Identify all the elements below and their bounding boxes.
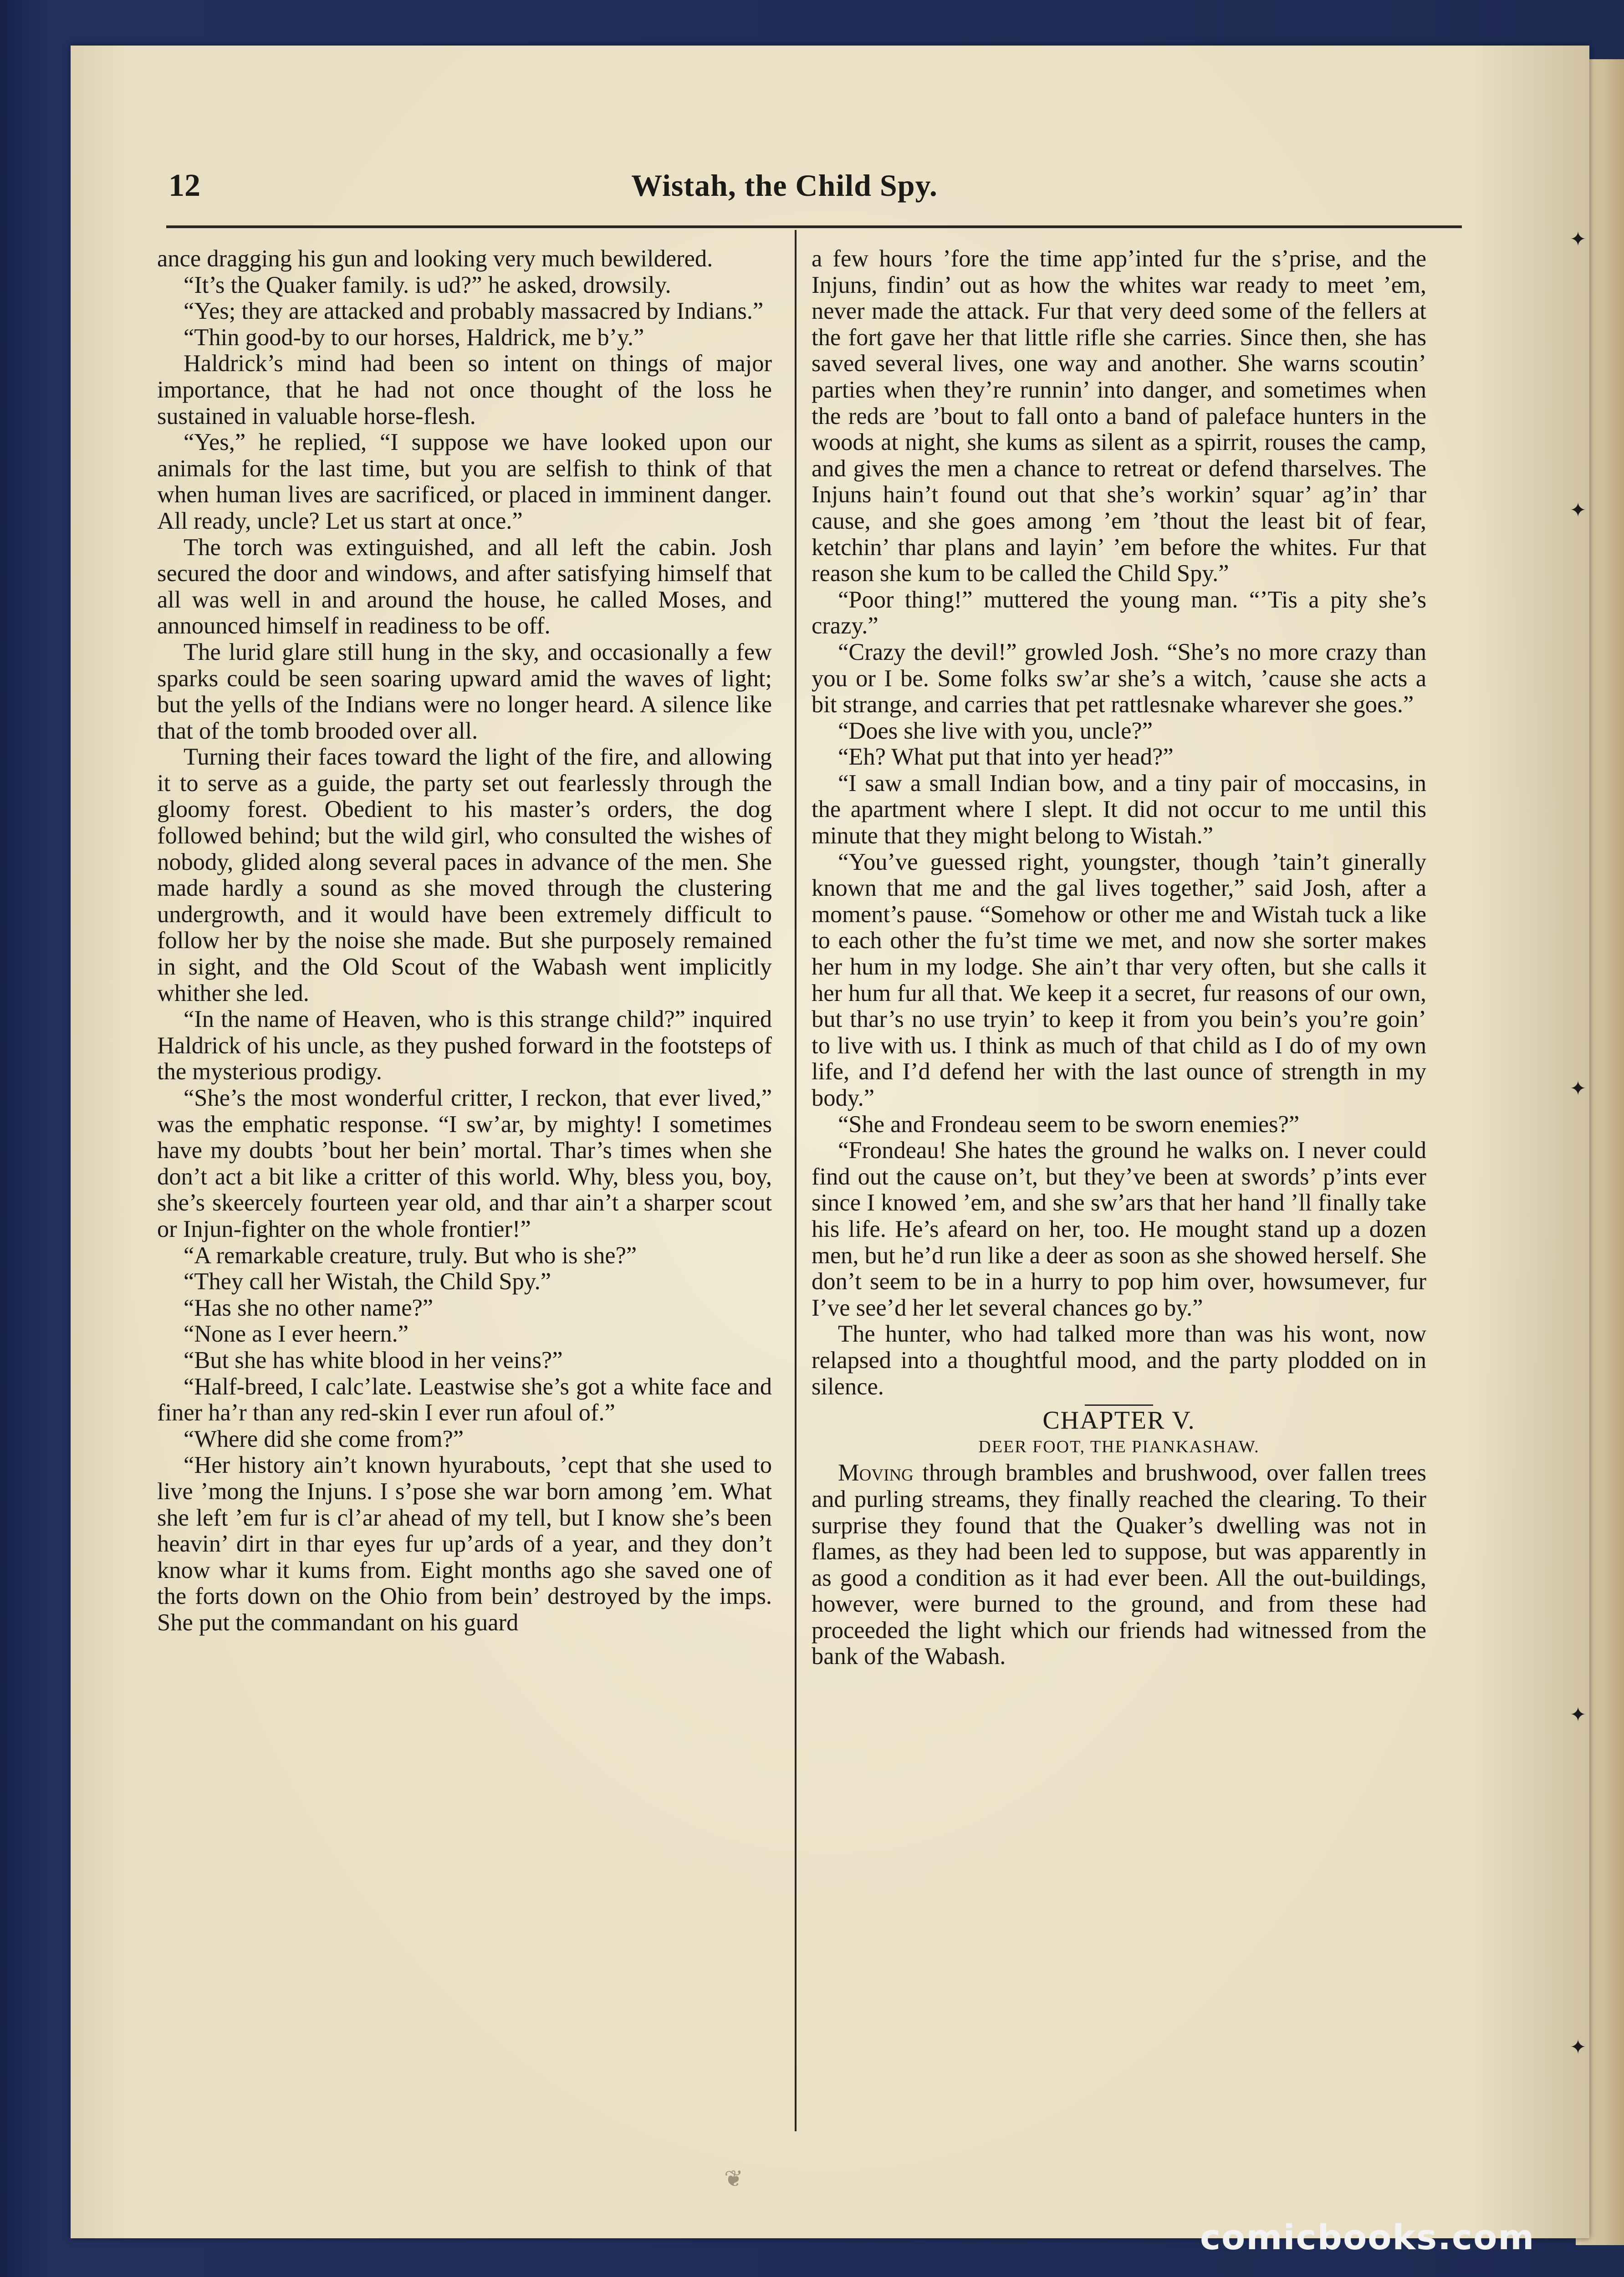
paragraph: The lurid glare still hung in the sky, and occasionally a few sparks could be seen soaring upward amid the waves of light; but the yells of the Indians were no longer heard. A silence like that of the tomb brooded over all. [157, 638, 772, 744]
paragraph: Haldrick’s mind had been so intent on things of major importance, that he had not once thought of the loss he sustained in valuable horse-flesh. [157, 350, 772, 429]
paragraph: “She’s the most wonderful critter, I reckon, that ever lived,” was the emphatic response. “I sw’ar, by mighty! I sometimes have my doubts ’bout her bein’ mortal. Thar’s times when she don’t act a bit like a critter of this world. Why, bless you, boy, she’s skeercely fourteen year old, and thar ain’t a sharper scout or Injun-fighter on the whole frontier!” [157, 1085, 772, 1242]
chapter-subtitle: DEER FOOT, THE PIANKASHAW. [978, 1437, 1260, 1456]
paragraph: “I saw a small Indian bow, and a tiny pair of moccasins, in the apartment where I slept. It did not occur to me until this minute that they might belong to Wistah.” [812, 770, 1426, 849]
paragraph: “A remarkable creature, truly. But who is she?” [184, 1242, 637, 1269]
paragraph: The torch was extinguished, and all left the cabin. Josh secured the door and windows, and after satisfying himself that all was well in and around the house, he called Moses, and announced himself in readiness to be off. [157, 534, 772, 639]
binding-stitch-mark: ✦ [1569, 499, 1587, 522]
chapter-paragraph-text: through brambles and brushwood, over fallen trees and purling streams, they finally reached the clearing. To their surprise they found that the Quaker’s dwelling was not in flames, as they had been led to suppose, but was apparently in as good a condition as it had ever been. All the out-buildings, however, were burned to the ground, and from these had proceeded the light which our friends had witnessed from the bank of the Wabash. [812, 1460, 1426, 1670]
binding-stitch-mark: ✦ [1569, 2036, 1587, 2059]
paragraph: “Yes,” he replied, “I suppose we have looked upon our animals for the last time, but you are selfish to think of that when human lives are sacrificed, or placed in imminent danger. All ready, uncle? Let us start at once.” [157, 429, 772, 534]
chapter-rule [1085, 1404, 1153, 1406]
paragraph: “Poor thing!” muttered the young man. “’Tis a pity she’s crazy.” [812, 586, 1426, 639]
paragraph: ance dragging his gun and looking very much bewildered. [157, 245, 713, 272]
paragraph: “Her history ain’t known hyurabouts, ’cept that she used to live ’mong the Injuns. I s’pose she war born among ’em. What she left ’em fur is cl’ar ahead of my tell, but I know she’s been heavin’ dirt in thar eyes fur up’ards of a year, and they don’t know whar it kums from. Eight months ago she saved one of the forts down on the Ohio from bein’ destroyed by the imps. She put the commandant on his guard [157, 1452, 772, 1636]
chapter-heading: CHAPTER V. [1042, 1406, 1195, 1435]
paragraph: “Where did she come from?” [184, 1425, 464, 1452]
page-number: 12 [169, 168, 200, 203]
ink-smudge: ❦ [724, 2165, 743, 2192]
column-divider [795, 230, 797, 2131]
paragraph: “But she has white blood in her veins?” [184, 1347, 563, 1373]
binding-stitch-mark: ✦ [1569, 1077, 1587, 1100]
paragraph: “You’ve guessed right, youngster, though ’tain’t ginerally known that me and the gal lives together,” said Josh, after a moment’s pause. “Somehow or other me and Wistah tuck a like to each other the fu’st time we met, and now she sorter makes her hum in my lodge. She ain’t thar very often, but she calls it her hum fur all that. We keep it a secret, fur reasons of our own, but thar’s no use tryin’ to keep it from you bein’s you’re goin’ to live with us. I think as much of that child as I do of my own life, and I’d defend her with the last ounce of strength in my body.” [812, 848, 1426, 1111]
paragraph: “They call her Wistah, the Child Spy.” [184, 1268, 552, 1295]
paragraph: “Thin good-by to our horses, Haldrick, me b’y.” [184, 324, 644, 351]
paragraph: “Yes; they are attacked and probably massacred by Indians.” [184, 298, 764, 325]
paragraph: Turning their faces toward the light of the fire, and allowing it to serve as a guide, the party set out fearlessly through the gloomy forest. Obedient to his master’s orders, the dog followed behind; but the wild girl, who consulted the wishes of nobody, glided along several paces in advance of the men. She made hardly a sound as she moved through the clustering undergrowth, and it would have been extremely difficult to follow her by the noise she made. But she purposely remained in sight, and the Old Scout of the Wabash went implicitly whither she led. [157, 744, 772, 1006]
paragraph: The hunter, who had talked more than was his wont, now relapsed into a thoughtful mood, and the party plodded on in silence. [812, 1321, 1426, 1400]
paragraph: “None as I ever heern.” [184, 1321, 409, 1348]
right-column-paragraphs [812, 246, 1426, 1400]
chapter-first-paragraph [812, 1460, 1426, 1670]
paragraph: “Crazy the devil!” growled Josh. “She’s no more crazy than you or I be. Some folks sw’ar she’s a witch, ’cause she acts a bit strange, and carries that pet rattlesnake wharever she goes.” [812, 638, 1426, 718]
paragraph: “Eh? What put that into yer head?” [838, 744, 1174, 771]
paragraph: “Half-breed, I calc’late. Leastwise she’s got a white face and finer ha’r than any red-skin I ever run afoul of.” [157, 1373, 772, 1426]
binding-stitch-mark: ✦ [1569, 228, 1587, 251]
left-text-column [157, 246, 772, 1636]
paragraph: “Frondeau! She hates the ground he walks on. I never could find out the cause on’t, but they’ve been at swords’ p’ints ever since I knowed ’em, and she sw’ars that her hand ’ll finally take his life. He’s afeard on her, too. He mought stand up a dozen men, but he’d run like a deer as soon as she showed herself. She don’t seem to be in a hurry to pop him over, howsumever, fur I’ve see’d her let several chances go by.” [812, 1137, 1426, 1321]
paragraph: “Does she live with you, uncle?” [838, 717, 1153, 744]
binding-stitch-mark: ✦ [1569, 1703, 1587, 1726]
running-title: Wistah, the Child Spy. [631, 168, 938, 203]
right-text-column [812, 246, 1426, 1670]
paragraph: a few hours ’fore the time app’inted fur the s’prise, and the Injuns, findin’ out as how the whites war ready to meet ’em, never made the attack. Fur that very deed some of the fellers at the fort gave her that little rifle she carries. Since then, she has saved several lives, one way and another. She warns scoutin’ parties when they’re runnin’ into danger, and sometimes when the reds are ’bout to fall onto a band of paleface hunters in the woods at night, she kums as silent as a spirrit, rouses the camp, and gives the men a chance to retreat or defend tharselves. The Injuns hain’t found out that she’s workin’ squar’ ag’in’ thar cause, and she goes among ’em ’thout the least bit of fear, ketchin’ thar plans and layin’ ’em before the whites. Fur that reason she kum to be called the Child Spy.” [812, 245, 1426, 587]
watermark: comicbooks.com [1200, 2217, 1535, 2257]
page-header [96, 164, 1473, 209]
paragraph: “It’s the Quaker family. is ud?” he asked, drowsily. [184, 271, 671, 298]
paragraph: “She and Frondeau seem to be sworn enemies?” [838, 1111, 1300, 1138]
chapter-first-word: Moving [838, 1460, 914, 1486]
paragraph: “In the name of Heaven, who is this strange child?” inquired Haldrick of his uncle, as they pushed forward in the footsteps of the mysterious prodigy. [157, 1006, 772, 1085]
header-rule [166, 225, 1462, 228]
paragraph: “Has she no other name?” [184, 1294, 434, 1321]
